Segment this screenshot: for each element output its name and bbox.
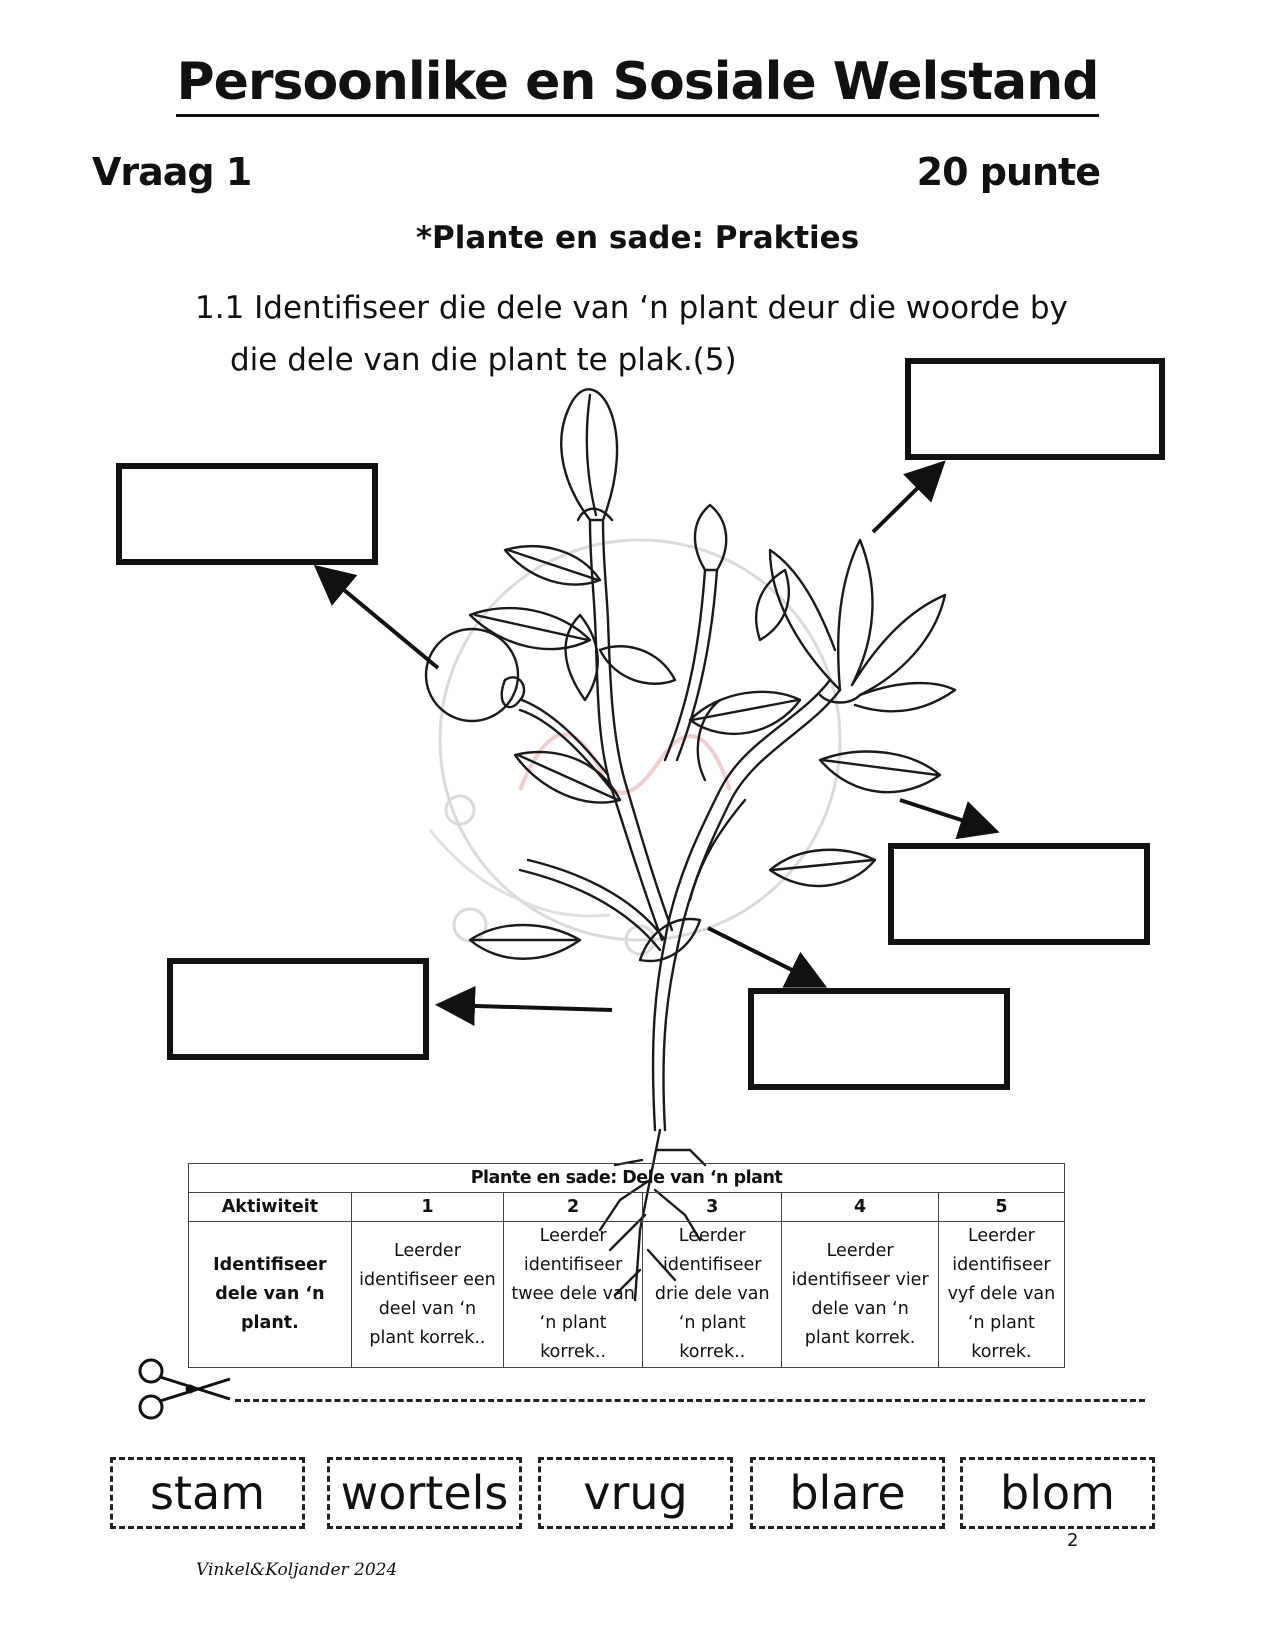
rubric-activity: Identifiseer dele van ‘n plant. <box>189 1222 352 1368</box>
label-box-leaf[interactable] <box>888 843 1150 945</box>
label-box-roots[interactable] <box>167 958 429 1060</box>
rubric-header-3: 3 <box>643 1193 782 1222</box>
word-card-vrug[interactable]: vrug <box>538 1457 733 1529</box>
word-card-blom[interactable]: blom <box>960 1457 1155 1529</box>
section-subtitle: *Plante en sade: Prakties <box>415 220 860 256</box>
footer-credit: Vinkel&Koljander 2024 <box>196 1560 398 1580</box>
rubric-level-3: Leerder identifiseer drie dele van ‘n plant korrek.. <box>643 1222 782 1368</box>
label-box-flower[interactable] <box>905 358 1165 460</box>
rubric-title: Plante en sade: Dele van ‘n plant <box>189 1164 1065 1193</box>
rubric-level-2: Leerder identifiseer twee dele van ‘n plant korrek.. <box>504 1222 643 1368</box>
word-card-wortels[interactable]: wortels <box>327 1457 522 1529</box>
rubric-header-activity: Aktiwiteit <box>189 1193 352 1222</box>
arrow-leaf <box>900 800 992 830</box>
rubric-level-1: Leerder identifiseer een deel van ‘n plant korrek.. <box>351 1222 503 1368</box>
rubric-level-4: Leerder identifiseer vier dele van ‘n plant korrek. <box>782 1222 939 1368</box>
rubric-level-5: Leerder identifiseer vyf dele van ‘n plant korrek. <box>938 1222 1064 1368</box>
arrow-flower <box>873 466 940 532</box>
arrow-stem <box>708 928 820 984</box>
page-title: Persoonlike en Sosiale Welstand <box>0 52 1275 112</box>
page-number: 2 <box>1067 1530 1079 1551</box>
label-box-fruit[interactable] <box>116 463 378 565</box>
question-label: Vraag 1 <box>92 150 252 194</box>
rubric-header-4: 4 <box>782 1193 939 1222</box>
arrow-roots <box>443 1005 612 1010</box>
word-card-stam[interactable]: stam <box>110 1457 305 1529</box>
cut-line <box>235 1399 1145 1402</box>
rubric-header-5: 5 <box>938 1193 1064 1222</box>
rubric-table <box>188 1163 1065 1368</box>
label-box-stem[interactable] <box>748 988 1010 1090</box>
word-card-blare[interactable]: blare <box>750 1457 945 1529</box>
instruction-line-1: 1.1 Identifiseer die dele van ‘n plant deur die woorde by <box>195 290 1068 326</box>
rubric-header-1: 1 <box>351 1193 503 1222</box>
arrow-fruit <box>320 570 438 668</box>
instruction-line-2: die dele van die plant te plak.(5) <box>230 342 737 378</box>
scissors-icon <box>135 1355 240 1425</box>
rubric-header-2: 2 <box>504 1193 643 1222</box>
question-marks: 20 punte <box>916 150 1100 194</box>
